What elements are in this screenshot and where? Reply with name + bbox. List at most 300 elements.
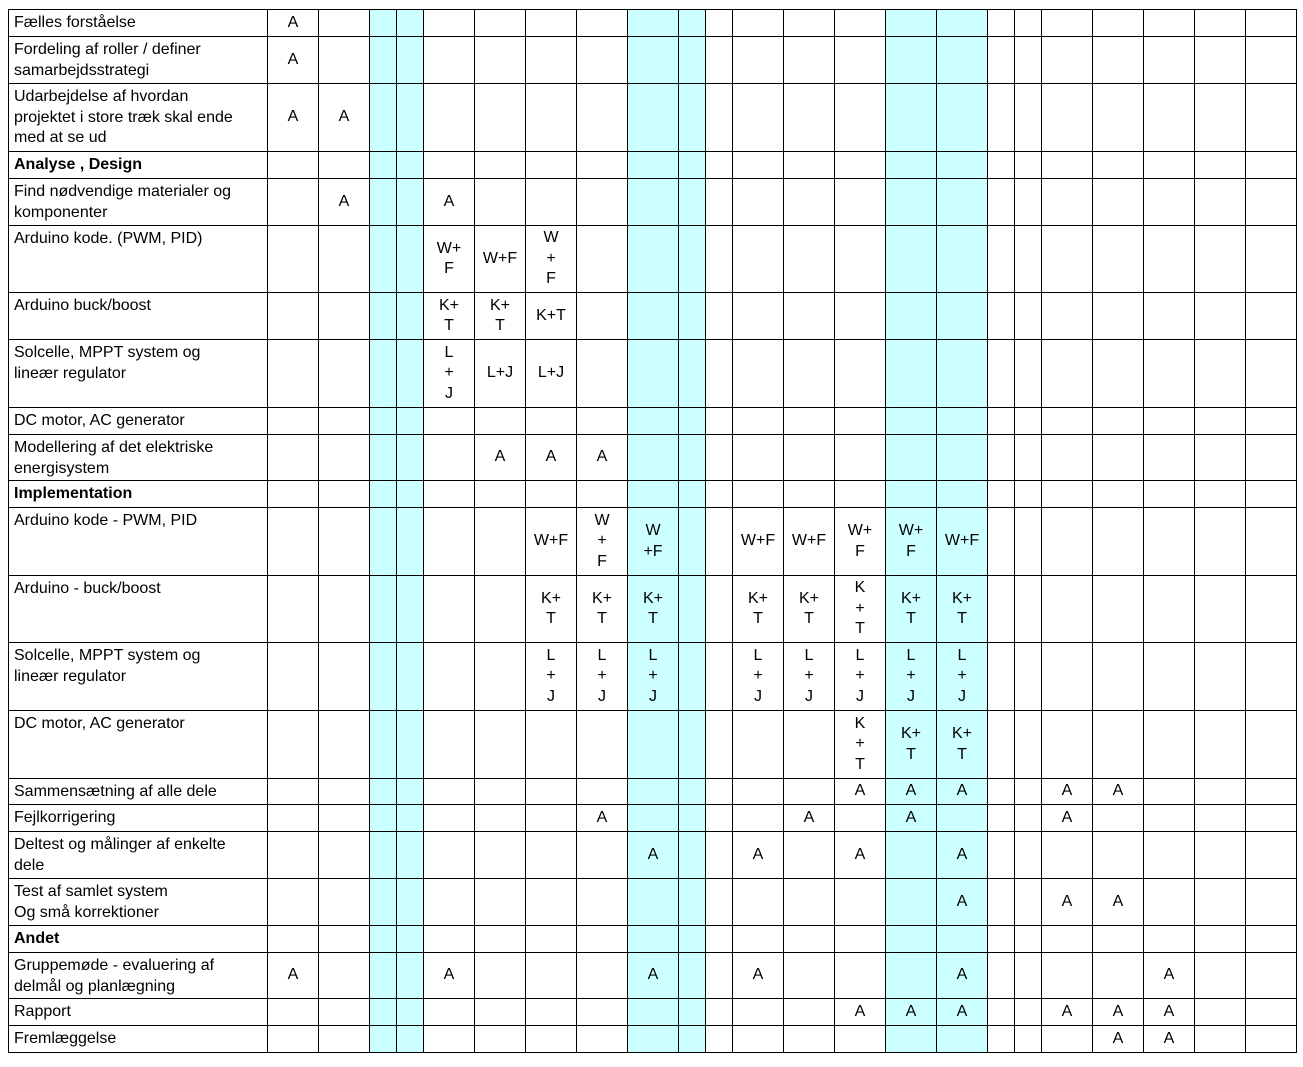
table-row xyxy=(9,953,1297,999)
break-column-cell xyxy=(886,179,937,226)
assignment-label: A xyxy=(1163,1029,1175,1047)
schedule-cell xyxy=(1144,805,1195,832)
schedule-cell xyxy=(268,643,319,711)
schedule-cell xyxy=(424,435,475,481)
table-row xyxy=(9,1026,1297,1053)
schedule-cell xyxy=(1093,508,1144,576)
section-heading: Implementation xyxy=(9,481,268,508)
schedule-cell xyxy=(424,879,475,926)
schedule-cell xyxy=(1093,953,1144,999)
break-column-cell xyxy=(628,832,679,879)
schedule-cell xyxy=(706,508,733,576)
schedule-cell xyxy=(1015,576,1042,643)
schedule-cell xyxy=(1144,435,1195,481)
break-column-cell xyxy=(370,152,397,179)
assignment-label: A xyxy=(1112,892,1124,910)
schedule-cell xyxy=(733,293,784,340)
schedule-cell xyxy=(319,832,370,879)
schedule-cell xyxy=(577,711,628,779)
break-column-cell xyxy=(937,435,988,481)
schedule-cell xyxy=(988,152,1015,179)
break-column-cell xyxy=(886,408,937,435)
schedule-cell xyxy=(706,832,733,879)
schedule-cell xyxy=(268,435,319,481)
schedule-cell xyxy=(268,226,319,293)
schedule-cell xyxy=(835,179,886,226)
schedule-cell xyxy=(424,152,475,179)
schedule-cell xyxy=(268,576,319,643)
break-column-cell xyxy=(886,226,937,293)
break-column-cell xyxy=(679,10,706,37)
schedule-cell xyxy=(1246,435,1297,481)
schedule-cell xyxy=(268,37,319,84)
schedule-cell xyxy=(577,779,628,805)
schedule-cell xyxy=(1042,926,1093,953)
assignment-label: L + J xyxy=(855,646,865,705)
schedule-cell xyxy=(784,508,835,576)
assignment-label: A xyxy=(905,782,917,800)
table-row xyxy=(9,832,1297,879)
schedule-cell xyxy=(319,408,370,435)
schedule-cell xyxy=(526,643,577,711)
table-row xyxy=(9,435,1297,481)
assignment-label: K+ T xyxy=(900,589,921,627)
assignment-label: W+F xyxy=(944,532,980,550)
schedule-cell xyxy=(1015,508,1042,576)
schedule-cell xyxy=(733,481,784,508)
schedule-cell xyxy=(1195,643,1246,711)
schedule-cell xyxy=(784,879,835,926)
schedule-cell xyxy=(319,999,370,1026)
schedule-cell xyxy=(475,84,526,152)
break-column-cell xyxy=(937,226,988,293)
break-column-cell xyxy=(679,340,706,408)
break-column-cell xyxy=(397,953,424,999)
schedule-cell xyxy=(988,179,1015,226)
assignment-label: W+ F xyxy=(436,239,462,277)
schedule-cell xyxy=(475,999,526,1026)
schedule-cell xyxy=(424,508,475,576)
schedule-cell xyxy=(1015,179,1042,226)
schedule-cell xyxy=(1246,481,1297,508)
schedule-cell xyxy=(1093,226,1144,293)
schedule-cell xyxy=(1093,643,1144,711)
schedule-cell xyxy=(1246,10,1297,37)
schedule-cell xyxy=(1144,340,1195,408)
break-column-cell xyxy=(886,953,937,999)
schedule-cell xyxy=(835,293,886,340)
schedule-cell xyxy=(1144,152,1195,179)
schedule-cell xyxy=(577,179,628,226)
schedule-cell xyxy=(988,37,1015,84)
assignment-label: L+J xyxy=(537,364,565,382)
schedule-cell xyxy=(1015,711,1042,779)
break-column-cell xyxy=(679,832,706,879)
assignment-label: A xyxy=(854,782,866,800)
schedule-cell xyxy=(475,408,526,435)
assignment-label: L + J xyxy=(444,343,454,402)
schedule-cell xyxy=(1015,805,1042,832)
schedule-cell xyxy=(1042,999,1093,1026)
task-name: Rapport xyxy=(9,999,268,1026)
break-column-cell xyxy=(370,37,397,84)
task-name: Test af samlet system Og små korrektioner xyxy=(9,879,268,926)
schedule-cell xyxy=(835,10,886,37)
assignment-label: K+ T xyxy=(642,589,663,627)
break-column-cell xyxy=(370,179,397,226)
assignment-label: A xyxy=(287,13,299,31)
schedule-cell xyxy=(424,481,475,508)
schedule-cell xyxy=(784,179,835,226)
break-column-cell xyxy=(370,508,397,576)
schedule-cell xyxy=(706,779,733,805)
schedule-cell xyxy=(1144,179,1195,226)
schedule-cell xyxy=(577,37,628,84)
break-column-cell xyxy=(628,435,679,481)
task-name: Fælles forståelse xyxy=(9,10,268,37)
schedule-cell xyxy=(784,953,835,999)
break-column-cell xyxy=(937,408,988,435)
schedule-cell xyxy=(835,999,886,1026)
assignment-label: A xyxy=(956,1002,968,1020)
schedule-cell xyxy=(733,340,784,408)
break-column-cell xyxy=(370,926,397,953)
schedule-cell xyxy=(1042,1026,1093,1053)
schedule-cell xyxy=(1144,832,1195,879)
schedule-cell xyxy=(1246,152,1297,179)
schedule-cell xyxy=(706,408,733,435)
schedule-cell xyxy=(1144,293,1195,340)
schedule-cell xyxy=(1246,226,1297,293)
table-row xyxy=(9,10,1297,37)
schedule-cell xyxy=(268,953,319,999)
schedule-cell xyxy=(475,508,526,576)
schedule-cell xyxy=(1093,576,1144,643)
task-name: Fremlæggelse xyxy=(9,1026,268,1053)
schedule-cell xyxy=(526,179,577,226)
schedule-cell xyxy=(319,779,370,805)
schedule-cell xyxy=(526,508,577,576)
schedule-cell xyxy=(268,152,319,179)
assignment-label: L + J xyxy=(546,646,556,705)
section-heading: Andet xyxy=(9,926,268,953)
schedule-cell xyxy=(1195,226,1246,293)
schedule-cell xyxy=(988,926,1015,953)
assignment-label: K+ T xyxy=(951,725,972,763)
schedule-cell xyxy=(835,408,886,435)
schedule-cell xyxy=(784,1026,835,1053)
schedule-cell xyxy=(1246,643,1297,711)
schedule-cell xyxy=(1195,999,1246,1026)
schedule-cell xyxy=(835,832,886,879)
schedule-cell xyxy=(1042,832,1093,879)
break-column-cell xyxy=(397,711,424,779)
schedule-cell xyxy=(319,508,370,576)
schedule-cell xyxy=(706,293,733,340)
schedule-cell xyxy=(1015,435,1042,481)
break-column-cell xyxy=(628,152,679,179)
schedule-cell xyxy=(1144,879,1195,926)
schedule-cell xyxy=(268,293,319,340)
schedule-cell xyxy=(1042,805,1093,832)
schedule-cell xyxy=(1195,508,1246,576)
break-column-cell xyxy=(628,643,679,711)
schedule-cell xyxy=(1246,508,1297,576)
schedule-cell xyxy=(1246,879,1297,926)
table-row xyxy=(9,84,1297,152)
schedule-cell xyxy=(733,779,784,805)
schedule-cell xyxy=(475,179,526,226)
schedule-cell xyxy=(268,999,319,1026)
task-name: Sammensætning af alle dele xyxy=(9,779,268,805)
schedule-cell xyxy=(784,84,835,152)
assignment-label: A xyxy=(287,966,299,984)
task-name: Arduino kode. (PWM, PID) xyxy=(9,226,268,293)
schedule-cell xyxy=(319,711,370,779)
schedule-cell xyxy=(268,481,319,508)
schedule-cell xyxy=(1015,1026,1042,1053)
break-column-cell xyxy=(886,435,937,481)
break-column-cell xyxy=(370,481,397,508)
break-column-cell xyxy=(628,179,679,226)
break-column-cell xyxy=(628,805,679,832)
break-column-cell xyxy=(370,576,397,643)
assignment-label: A xyxy=(956,892,968,910)
schedule-cell xyxy=(733,84,784,152)
project-plan-body xyxy=(9,10,1297,1053)
break-column-cell xyxy=(370,711,397,779)
schedule-cell xyxy=(1015,408,1042,435)
schedule-cell xyxy=(1246,1026,1297,1053)
schedule-cell xyxy=(988,481,1015,508)
break-column-cell xyxy=(679,999,706,1026)
schedule-cell xyxy=(1042,293,1093,340)
schedule-cell xyxy=(319,643,370,711)
break-column-cell xyxy=(679,953,706,999)
schedule-cell xyxy=(733,576,784,643)
schedule-cell xyxy=(526,408,577,435)
schedule-cell xyxy=(706,179,733,226)
schedule-cell xyxy=(475,926,526,953)
schedule-cell xyxy=(424,37,475,84)
schedule-cell xyxy=(1195,152,1246,179)
break-column-cell xyxy=(937,481,988,508)
schedule-cell xyxy=(319,37,370,84)
schedule-cell xyxy=(424,779,475,805)
assignment-label: A xyxy=(1163,1002,1175,1020)
break-column-cell xyxy=(937,84,988,152)
break-column-cell xyxy=(937,832,988,879)
schedule-cell xyxy=(424,643,475,711)
task-name: Gruppemøde - evaluering af delmål og planlægning xyxy=(9,953,268,999)
schedule-cell xyxy=(526,879,577,926)
schedule-cell xyxy=(319,152,370,179)
assignment-label: W+F xyxy=(740,532,776,550)
schedule-cell xyxy=(577,926,628,953)
schedule-cell xyxy=(475,643,526,711)
schedule-cell xyxy=(1195,481,1246,508)
schedule-cell xyxy=(706,953,733,999)
schedule-cell xyxy=(1246,926,1297,953)
assignment-label: K+ T xyxy=(900,725,921,763)
assignment-label: K+ T xyxy=(951,589,972,627)
section-heading: Analyse , Design xyxy=(9,152,268,179)
schedule-cell xyxy=(1144,999,1195,1026)
task-name: Udarbejdelse af hvordan projektet i store træk skal ende med at se ud xyxy=(9,84,268,152)
schedule-cell xyxy=(1246,953,1297,999)
assignment-label: A xyxy=(1112,1029,1124,1047)
assignment-label: K+ T xyxy=(747,589,768,627)
assignment-label: A xyxy=(545,448,557,466)
break-column-cell xyxy=(628,779,679,805)
schedule-cell xyxy=(1246,84,1297,152)
schedule-cell xyxy=(733,711,784,779)
schedule-cell xyxy=(1246,179,1297,226)
break-column-cell xyxy=(370,435,397,481)
schedule-cell xyxy=(835,879,886,926)
break-column-cell xyxy=(628,481,679,508)
break-column-cell xyxy=(397,879,424,926)
table-row xyxy=(9,508,1297,576)
schedule-cell xyxy=(526,10,577,37)
schedule-cell xyxy=(1195,435,1246,481)
break-column-cell xyxy=(628,340,679,408)
project-plan-table xyxy=(8,9,1297,1053)
schedule-cell xyxy=(784,779,835,805)
table-row xyxy=(9,711,1297,779)
schedule-cell xyxy=(733,508,784,576)
schedule-cell xyxy=(835,508,886,576)
schedule-cell xyxy=(988,293,1015,340)
assignment-label: K+ T xyxy=(489,296,510,334)
schedule-cell xyxy=(784,226,835,293)
assignment-label: A xyxy=(956,845,968,863)
schedule-cell xyxy=(706,84,733,152)
break-column-cell xyxy=(937,340,988,408)
assignment-label: A xyxy=(956,782,968,800)
task-name: Arduino buck/boost xyxy=(9,293,268,340)
schedule-cell xyxy=(475,340,526,408)
schedule-cell xyxy=(526,435,577,481)
schedule-cell xyxy=(475,711,526,779)
schedule-cell xyxy=(577,879,628,926)
schedule-cell xyxy=(1195,926,1246,953)
schedule-cell xyxy=(784,435,835,481)
schedule-cell xyxy=(319,179,370,226)
schedule-cell xyxy=(835,1026,886,1053)
schedule-cell xyxy=(1093,481,1144,508)
schedule-cell xyxy=(1042,152,1093,179)
break-column-cell xyxy=(370,293,397,340)
break-column-cell xyxy=(937,643,988,711)
schedule-cell xyxy=(1246,408,1297,435)
schedule-cell xyxy=(526,805,577,832)
break-column-cell xyxy=(397,999,424,1026)
table-row xyxy=(9,643,1297,711)
break-column-cell xyxy=(937,953,988,999)
schedule-cell xyxy=(1144,953,1195,999)
schedule-cell xyxy=(706,10,733,37)
schedule-cell xyxy=(706,340,733,408)
schedule-cell xyxy=(1093,999,1144,1026)
schedule-cell xyxy=(577,481,628,508)
schedule-cell xyxy=(1093,879,1144,926)
schedule-cell xyxy=(1246,293,1297,340)
break-column-cell xyxy=(370,643,397,711)
schedule-cell xyxy=(1015,10,1042,37)
schedule-cell xyxy=(784,576,835,643)
schedule-cell xyxy=(1144,10,1195,37)
schedule-cell xyxy=(475,37,526,84)
schedule-cell xyxy=(733,226,784,293)
schedule-cell xyxy=(784,805,835,832)
task-name: Find nødvendige materialer og komponenter xyxy=(9,179,268,226)
schedule-cell xyxy=(424,926,475,953)
schedule-cell xyxy=(988,832,1015,879)
break-column-cell xyxy=(886,1026,937,1053)
schedule-cell xyxy=(475,805,526,832)
assignment-label: K+ T xyxy=(591,589,612,627)
schedule-cell xyxy=(1093,293,1144,340)
assignment-label: A xyxy=(1061,782,1073,800)
break-column-cell xyxy=(679,643,706,711)
schedule-cell xyxy=(1195,832,1246,879)
task-name: Fordeling af roller / definer samarbejdsstrategi xyxy=(9,37,268,84)
schedule-cell xyxy=(526,576,577,643)
task-name: DC motor, AC generator xyxy=(9,408,268,435)
schedule-cell xyxy=(1144,508,1195,576)
schedule-cell xyxy=(1195,293,1246,340)
schedule-cell xyxy=(424,408,475,435)
schedule-cell xyxy=(1093,926,1144,953)
task-name: Arduino - buck/boost xyxy=(9,576,268,643)
schedule-cell xyxy=(1246,805,1297,832)
assignment-label: A xyxy=(956,966,968,984)
schedule-cell xyxy=(1195,1026,1246,1053)
schedule-cell xyxy=(319,10,370,37)
schedule-cell xyxy=(784,832,835,879)
schedule-cell xyxy=(1042,576,1093,643)
task-name: Solcelle, MPPT system og lineær regulator xyxy=(9,340,268,408)
break-column-cell xyxy=(628,999,679,1026)
schedule-cell xyxy=(706,152,733,179)
assignment-label: L + J xyxy=(906,646,916,705)
schedule-cell xyxy=(577,408,628,435)
schedule-cell xyxy=(1144,481,1195,508)
schedule-cell xyxy=(1042,711,1093,779)
schedule-cell xyxy=(1015,84,1042,152)
break-column-cell xyxy=(370,226,397,293)
assignment-label: L + J xyxy=(957,646,967,705)
schedule-cell xyxy=(1015,779,1042,805)
schedule-cell xyxy=(706,1026,733,1053)
section-row xyxy=(9,481,1297,508)
schedule-cell xyxy=(1015,293,1042,340)
schedule-cell xyxy=(526,226,577,293)
schedule-cell xyxy=(1015,643,1042,711)
schedule-cell xyxy=(268,879,319,926)
schedule-cell xyxy=(526,152,577,179)
schedule-cell xyxy=(1042,779,1093,805)
assignment-label: A xyxy=(443,966,455,984)
schedule-cell xyxy=(1015,832,1042,879)
break-column-cell xyxy=(679,1026,706,1053)
schedule-cell xyxy=(988,84,1015,152)
schedule-cell xyxy=(733,1026,784,1053)
break-column-cell xyxy=(886,779,937,805)
break-column-cell xyxy=(370,340,397,408)
schedule-cell xyxy=(526,340,577,408)
